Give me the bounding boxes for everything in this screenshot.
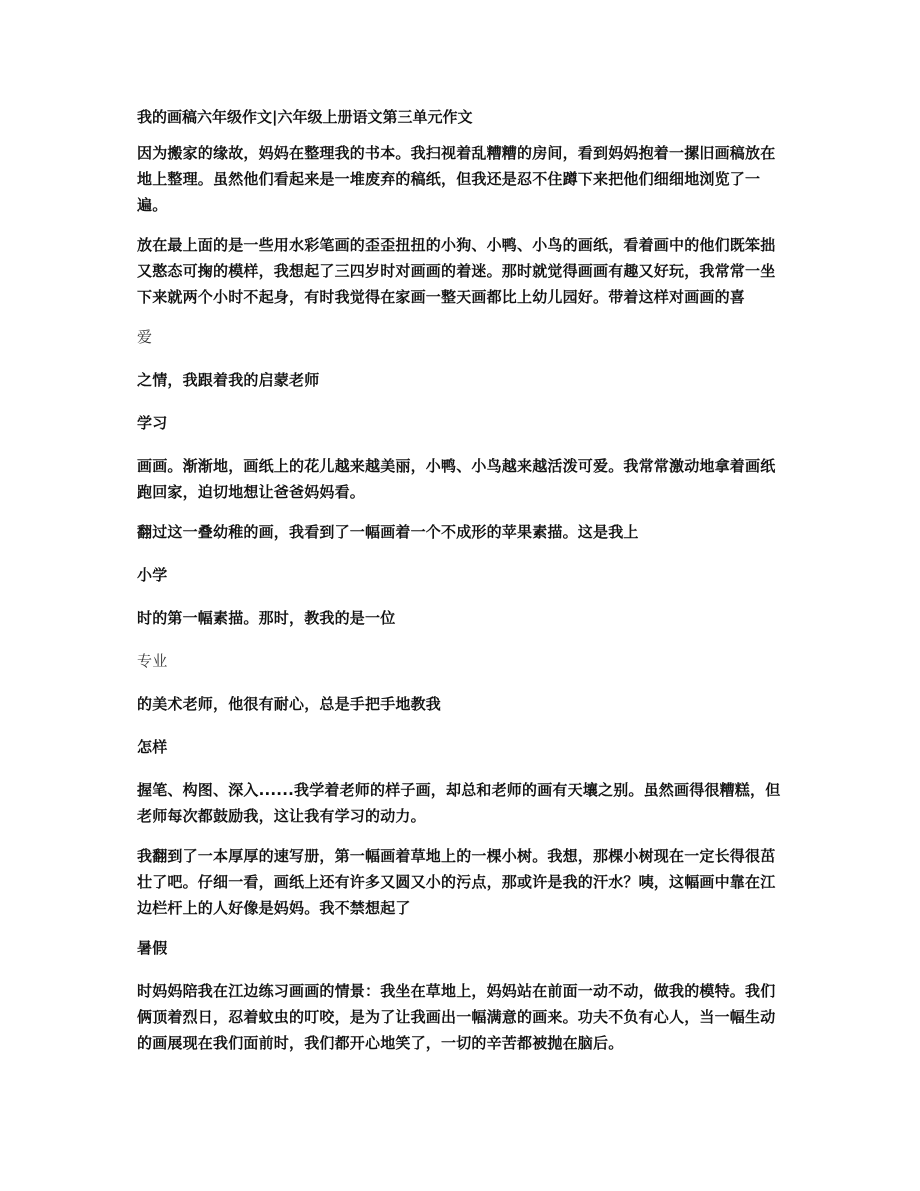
paragraph-8: 小学 [137,566,168,584]
paragraph-15: 暑假 [137,939,168,957]
paragraph-6: 画画。渐渐地，画纸上的花儿越来越美丽，小鸭、小鸟越来越活泼可爱。我常常激动地拿着画纸跑回家，迫切地想让爸爸妈妈看。 [137,457,776,501]
paragraph-16: 时妈妈陪我在江边练习画画的情景：我坐在草地上，妈妈站在前面一动不动，做我的模特。我们俩顶着烈日，忍着蚊虫的叮咬，是为了让我画出一幅满意的画来。功夫不负有心人，当一幅生动的画展现在我们面前时，我们都开心地笑了，一切的辛苦都被抛在脑后。 [137,982,776,1052]
paragraph-12: 怎样 [137,738,168,756]
paragraph-13: 握笔、构图、深入......我学着老师的样子画，却总和老师的画有天壤之别。虽然画得很糟糕，但老师每次都鼓励我，这让我有学习的动力。 [137,781,781,825]
paragraph-7: 翻过这一叠幼稚的画，我看到了一幅画着一个不成形的苹果素描。这是我上 [137,523,639,541]
paragraph-1: 因为搬家的缘故，妈妈在整理我的书本。我扫视着乱糟糟的房间，看到妈妈抱着一摞旧画稿放在地上整理。虽然他们看起来是一堆废弃的稿纸，但我还是忍不住蹲下来把他们细细地浏览了一遍。 [137,144,776,214]
paragraph-10: 专业 [137,652,168,670]
document-title: 我的画稿六年级作文|六年级上册语文第三单元作文 [137,108,473,126]
paragraph-14: 我翻到了一本厚厚的速写册，第一幅画着草地上的一棵小树。我想，那棵小树现在一定长得很茁壮了吧。仔细一看，画纸上还有许多又圆又小的污点，那或许是我的汗水？咦，这幅画中靠在江边栏杆上的人好像是妈妈。我不禁想起了 [137,847,776,917]
document-page [137,104,787,1070]
paragraph-4: 之情，我跟着我的启蒙老师 [137,371,320,389]
paragraph-3: 爱 [137,328,153,346]
paragraph-9: 时的第一幅素描。那时，教我的是一位 [137,609,396,627]
paragraph-5: 学习 [137,414,168,432]
paragraph-2: 放在最上面的是一些用水彩笔画的歪歪扭扭的小狗、小鸭、小鸟的画纸，看着画中的他们既笨拙又憨态可掬的模样，我想起了三四岁时对画画的着迷。那时就觉得画画有趣又好玩，我常常一坐下来就两个小时不起身，有时我觉得在家画一整天画都比上幼儿园好。带着这样对画画的喜 [137,236,776,306]
paragraph-11: 的美术老师，他很有耐心，总是手把手地教我 [137,695,442,713]
